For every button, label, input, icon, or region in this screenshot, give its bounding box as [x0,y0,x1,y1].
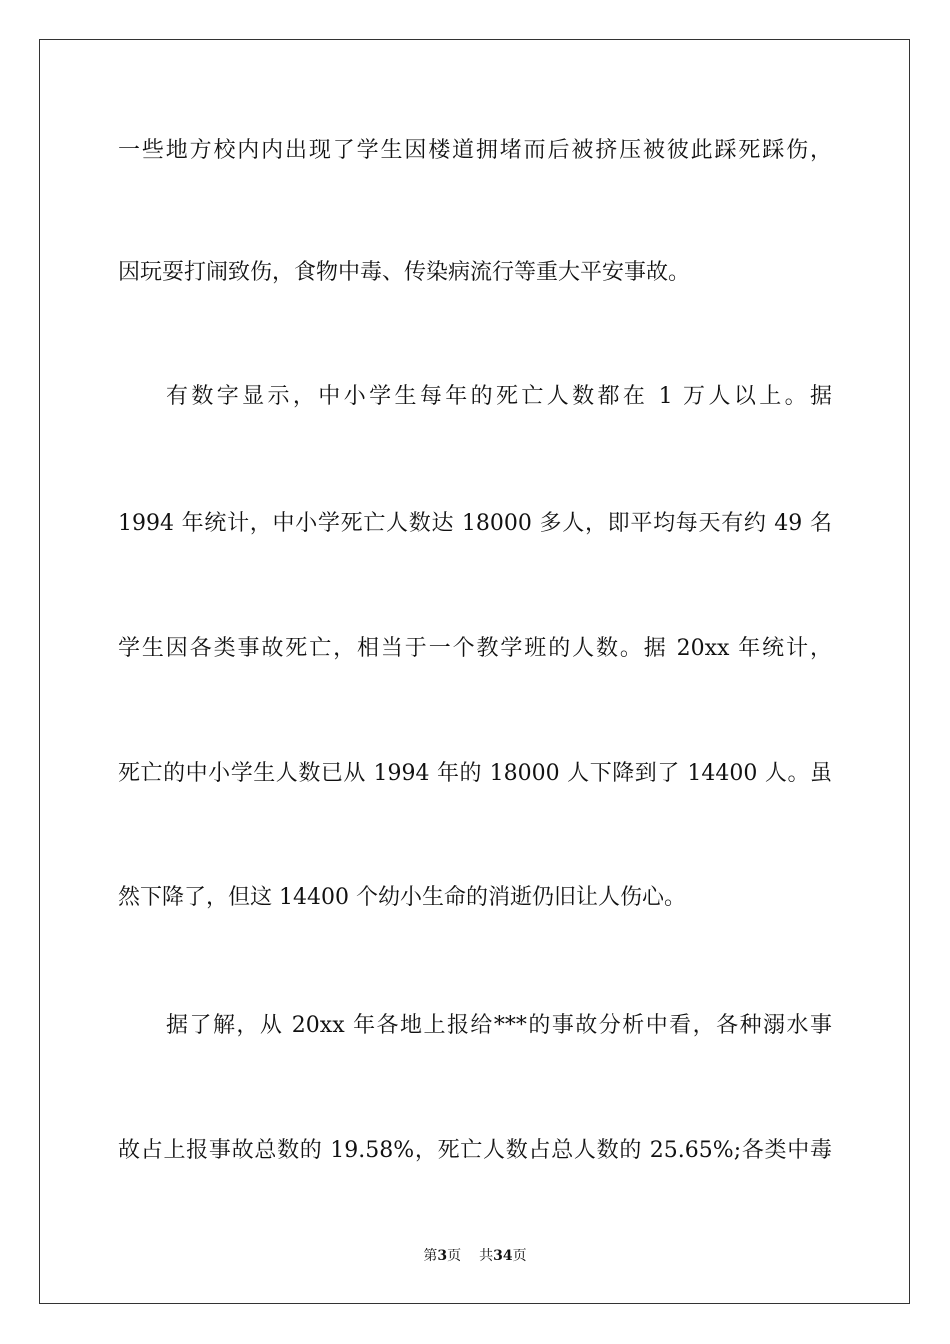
paragraph-line-6: 死亡的中小学生人数已从 1994 年的 18000 人下降到了 14400 人。虽 [118,761,832,786]
paragraph-line-2: 因玩耍打闹致伤，食物中毒、传染病流行等重大平安事故。 [118,260,691,285]
paragraph-line-7: 然下降了，但这 14400 个幼小生命的消逝仍旧让人伤心。 [118,885,686,910]
paragraph-line-8: 据了解，从 20xx 年各地上报给***的事故分析中看，各种溺水事 [166,1013,832,1038]
footer-page-number: 3 [437,1248,448,1264]
footer-total-number: 34 [493,1248,513,1264]
paragraph-line-3: 有数字显示，中小学生每年的死亡人数都在 1 万人以上。据 [166,384,832,409]
page-border [39,39,910,1304]
paragraph-line-4: 1994 年统计，中小学死亡人数达 18000 多人，即平均每天有约 49 名 [118,511,832,536]
paragraph-line-1: 一些地方校内内出现了学生因楼道拥堵而后被挤压被彼此踩死踩伤， [118,138,832,163]
footer-total-prefix: 共 [479,1248,494,1264]
paragraph-line-9: 故占上报事故总数的 19.58%，死亡人数占总人数的 25.65%;各类中毒 [118,1138,832,1163]
footer-total-suffix: 页 [512,1248,527,1264]
footer-page-suffix: 页 [447,1248,462,1264]
page-footer [0,1247,950,1265]
footer-page-prefix: 第 [423,1248,438,1264]
paragraph-line-5: 学生因各类事故死亡，相当于一个教学班的人数。据 20xx 年统计， [118,636,832,661]
